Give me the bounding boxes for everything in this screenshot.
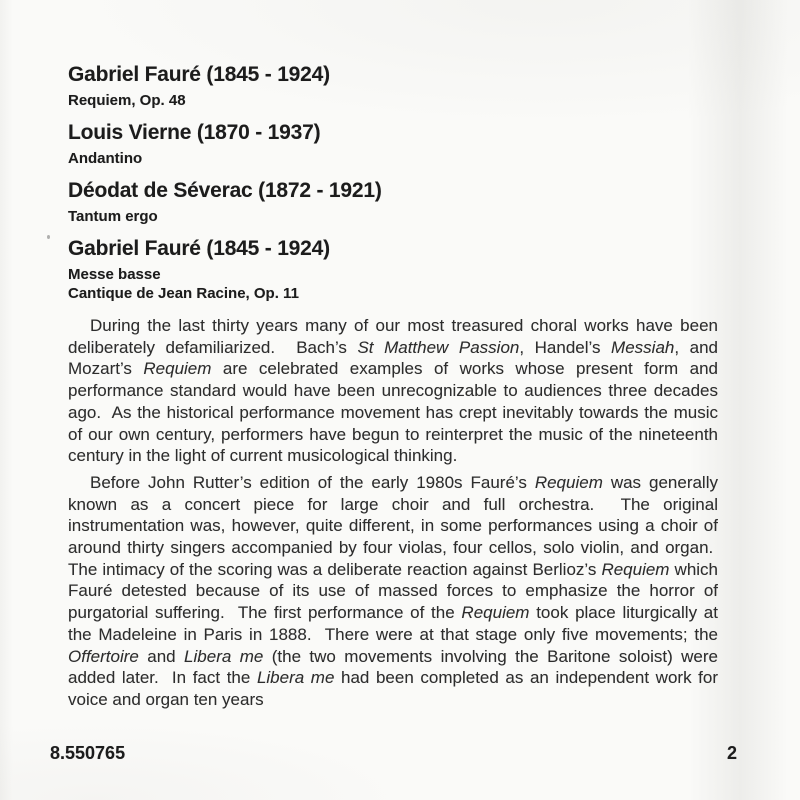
catalog-number: 8.550765: [50, 743, 126, 763]
work-title: Cantique de Jean Racine, Op. 11: [68, 285, 299, 302]
composer-heading: Déodat de Séverac (1872 - 1921): [68, 179, 382, 202]
page-footer: [50, 742, 737, 764]
page-number: 2: [726, 743, 737, 763]
program-entry: [68, 120, 718, 168]
composer-heading: Gabriel Fauré (1845 - 1924): [68, 63, 330, 86]
notes-paragraph: During the last thirty years many of our most treasured choral works have been deliberately defamiliarized. Bach’s St Matthew Passion, Handel’s Messiah, and Mozart’s Requiem are celebrated examples of works whose present form and performance standard would have been unrecognizable to audiences three decades ago. As the historical performance movement has crept inevitably towards the music of our own century, performers have begun to reinterpret the music of the nineteenth century in the light of current musicological thinking.: [68, 316, 718, 466]
composer-heading: Gabriel Fauré (1845 - 1924): [68, 237, 330, 260]
program-entry: [68, 62, 718, 110]
program-entry: [68, 178, 718, 226]
scan-speck: [47, 235, 50, 239]
work-title: Andantino: [68, 150, 143, 167]
liner-notes: [68, 315, 718, 711]
program-entry: [68, 236, 718, 303]
composer-heading: Louis Vierne (1870 - 1937): [68, 121, 321, 144]
work-title: Messe basse: [68, 266, 161, 283]
work-title: Requiem, Op. 48: [68, 92, 186, 109]
notes-paragraph: Before John Rutter’s edition of the early 1980s Fauré’s Requiem was generally known as a concert piece for large choir and full orchestra. The original instrumentation was, however, quite different, in some performances using a choir of around thirty singers accompanied by four violas, four cellos, solo violin, and organ. The intimacy of the scoring was a deliberate reaction against Berlioz’s Requiem which Fauré detested because of its use of massed forces to emphasize the horror of purgatorial suffering. The first performance of the Requiem took place liturgically at the Madeleine in Paris in 1888. There were at that stage only five movements; the Offertoire and Libera me (the two movements involving the Baritone soloist) were added later. In fact the Libera me had been completed as an independent work for voice and organ ten years: [68, 472, 719, 709]
page-content: [68, 62, 718, 711]
work-title: Tantum ergo: [68, 208, 158, 225]
program-list: [68, 62, 718, 303]
